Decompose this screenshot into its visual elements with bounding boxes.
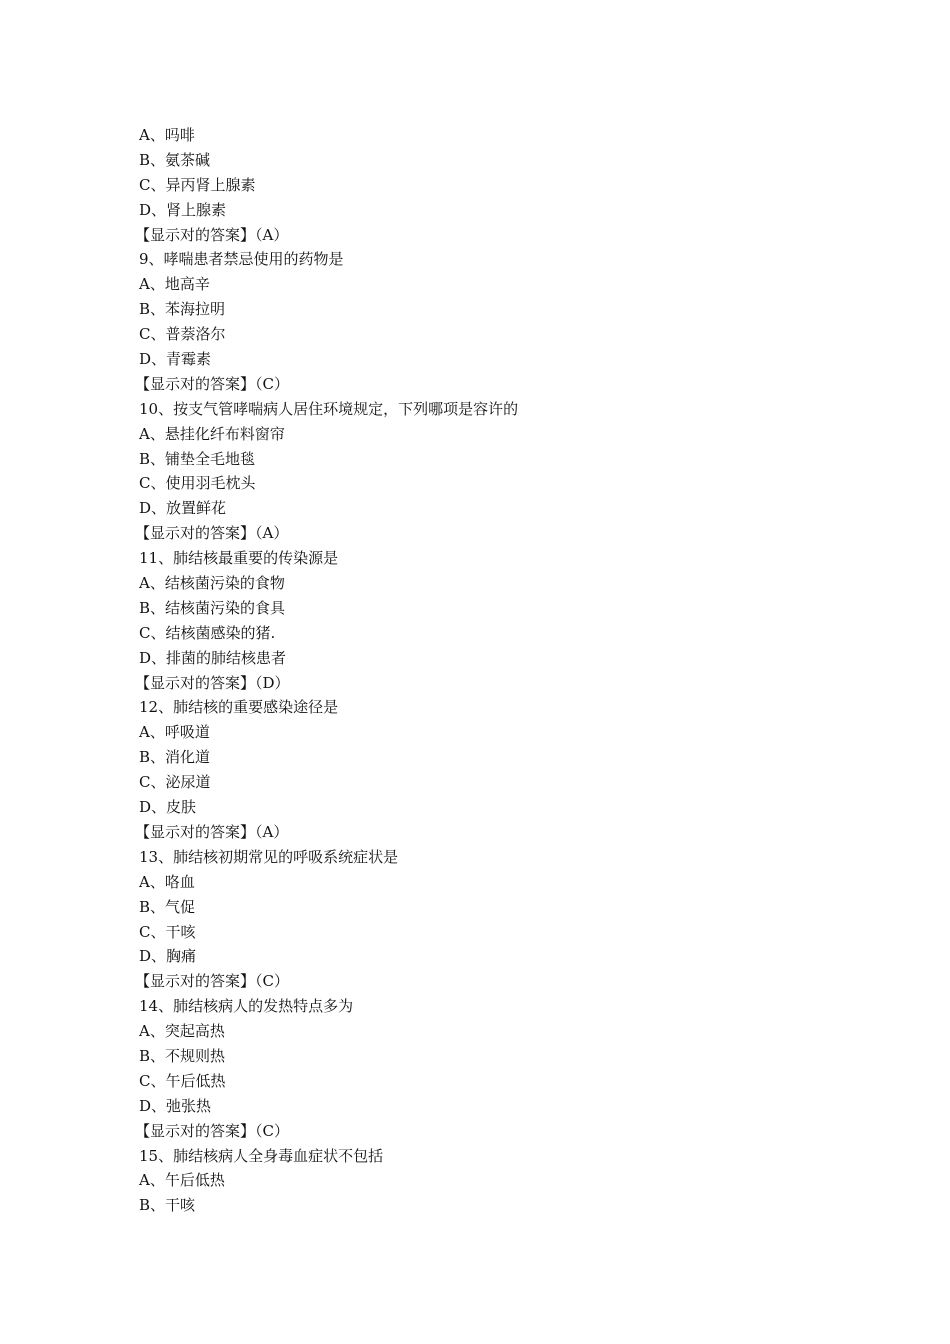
question-line: 11、肺结核最重要的传染源是 — [139, 549, 339, 568]
option-line: A、午后低热 — [139, 1171, 225, 1190]
question-line: 15、肺结核病人全身毒血症状不包括 — [139, 1146, 384, 1165]
option-line: C、午后低热 — [139, 1071, 226, 1090]
option-line: C、泌尿道 — [139, 773, 211, 792]
option-line: C、干咳 — [139, 922, 196, 941]
option-line: B、干咳 — [139, 1196, 196, 1215]
option-line: D、放置鲜花 — [139, 499, 227, 518]
option-line: C、普萘洛尔 — [139, 325, 226, 344]
option-line: B、苯海拉明 — [139, 300, 226, 319]
answer-line: 【显示对的答案】（C） — [135, 972, 289, 991]
option-line: D、胸痛 — [139, 947, 197, 966]
option-line: A、地高辛 — [139, 275, 210, 294]
option-line: B、结核菌污染的食具 — [139, 598, 286, 617]
question-line: 13、肺结核初期常见的呼吸系统症状是 — [139, 847, 399, 866]
question-line: 10、按支气管哮喘病人居住环境规定，下列哪项是容许的 — [139, 399, 519, 418]
answer-line: 【显示对的答案】（C） — [135, 374, 289, 393]
option-line: D、青霉素 — [139, 350, 212, 369]
option-line: A、吗啡 — [139, 126, 195, 144]
answer-line: 【显示对的答案】（A） — [135, 524, 289, 543]
option-line: C、异丙肾上腺素 — [139, 175, 256, 194]
answer-line: 【显示对的答案】（C） — [135, 1121, 289, 1140]
option-line: A、呼吸道 — [139, 723, 210, 742]
option-line: A、悬挂化纤布料窗帘 — [139, 424, 285, 443]
option-line: C、使用羽毛枕头 — [139, 474, 256, 493]
option-line: B、消化道 — [139, 748, 211, 767]
option-line: A、结核菌污染的食物 — [139, 574, 285, 593]
option-line: D、弛张热 — [139, 1096, 212, 1115]
question-line: 14、肺结核病人的发热特点多为 — [139, 997, 354, 1016]
option-line: B、气促 — [139, 897, 196, 916]
question-line: 12、肺结核的重要感染途径是 — [139, 698, 339, 717]
option-line: B、不规则热 — [139, 1046, 226, 1065]
option-line: D、肾上腺素 — [139, 200, 227, 219]
option-line: B、氨茶碱 — [139, 150, 211, 169]
option-line: A、突起高热 — [139, 1022, 225, 1041]
option-line: A、咯血 — [139, 872, 195, 891]
option-line: D、皮肤 — [139, 798, 197, 817]
answer-line: 【显示对的答案】（A） — [135, 225, 289, 244]
answer-line: 【显示对的答案】（A） — [135, 822, 289, 841]
quiz-content — [135, 123, 839, 1218]
answer-line: 【显示对的答案】（D） — [135, 673, 290, 692]
option-line: C、结核菌感染的猪. — [139, 623, 276, 642]
option-line: D、排菌的肺结核患者 — [139, 648, 287, 667]
option-line: B、铺垫全毛地毯 — [139, 449, 256, 468]
question-line: 9、哮喘患者禁忌使用的药物是 — [139, 250, 344, 269]
